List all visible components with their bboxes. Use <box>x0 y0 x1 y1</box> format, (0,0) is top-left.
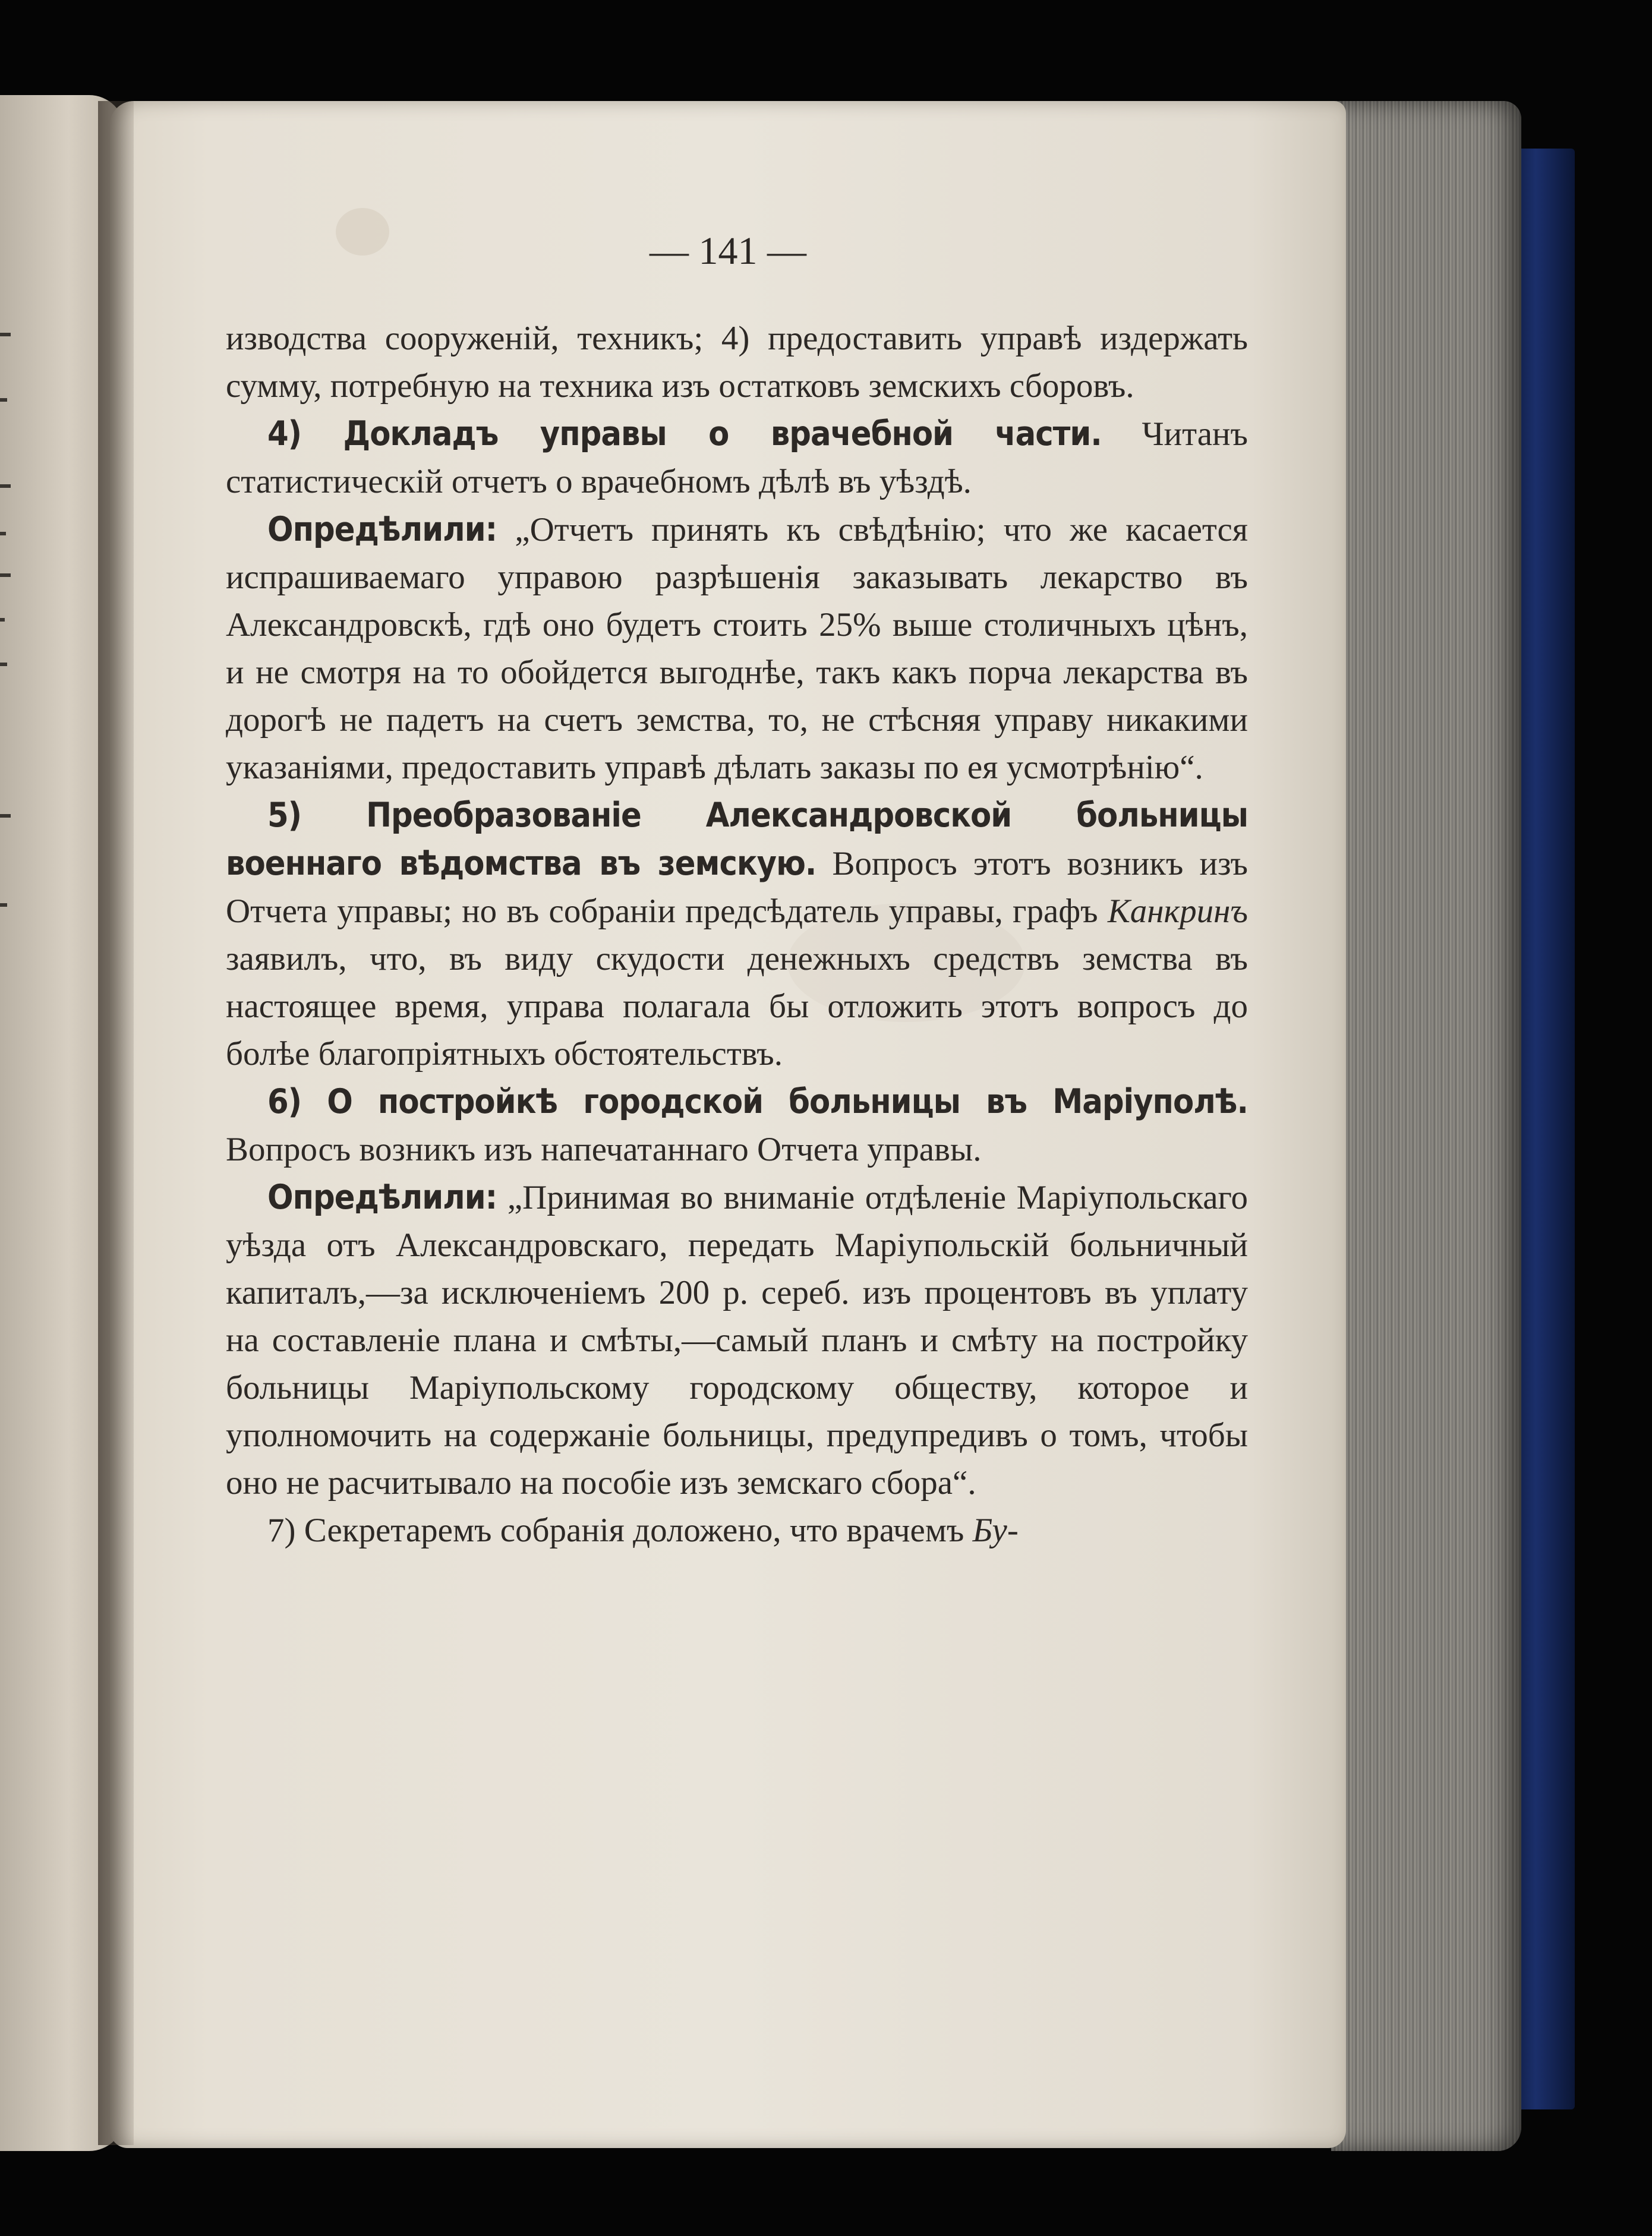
paragraph-item-7 <box>226 1507 1248 1554</box>
paragraph-text: „Отчетъ принять къ свѣдѣнію; что же касается испрашиваемаго управою разрѣшенія заказывать лекарство въ Александровскѣ, гдѣ оно будетъ стоить 25% выше столичныхъ цѣнъ, и не смотря на то обойдется выгоднѣе, такъ какъ порча лекарства въ дорогѣ не падетъ на счетъ земства, то, не стѣсняя управу никакими указаніями, предоставить управѣ дѣлать заказы по ея усмотрѣнію“. <box>226 511 1248 786</box>
paragraph-continuation: изводства сооруженій, техникъ; 4) предоставить управѣ издержать сумму, потребную на техника изъ остатковъ земскихъ сборовъ. <box>226 320 1248 405</box>
paragraph-text: Читанъ статистическій отчетъ о врачебномъ дѣлѣ въ уѣздѣ. <box>226 415 1248 500</box>
page-block-edge <box>1331 101 1521 2151</box>
page-number: — 141 — <box>650 229 806 273</box>
resolution-label: Опредѣлили: <box>267 1178 497 1217</box>
section-heading-4: 4) Докладъ управы о врачебной части. <box>267 414 1102 453</box>
resolution-label: Опредѣлили: <box>267 510 497 549</box>
paragraph-text: „Принимая во вниманіе отдѣленіе Маріупольскаго уѣзда отъ Александровскаго, передать Маріупольскій больничный капиталъ,—за исключеніемъ 200 р. сереб. изъ процентовъ въ уплату на составленіе плана и смѣты,—самый планъ и смѣту на постройку больницы Маріупольскому городскому обществу, которое и уполномочить на содержаніе больницы, предупредивъ о томъ, чтобы оно не расчитывало на пособіе изъ земскаго сбора“. <box>226 1179 1248 1502</box>
paragraph-item-6 <box>226 1078 1248 1174</box>
paragraph-text: 7) Секретаремъ собранія доложено, что врачемъ <box>267 1512 973 1549</box>
paragraph-resolution-1 <box>226 506 1248 791</box>
book-page <box>110 101 1346 2148</box>
paragraph-item-5 <box>226 791 1248 1078</box>
paragraph-text: заявилъ, что, въ виду скудости денежныхъ средствъ земства въ настоящее время, управа полагала бы отложить этотъ вопросъ до болѣе благопріятныхъ обстоятельствъ. <box>226 940 1248 1073</box>
person-name: Канкринъ <box>1107 892 1248 930</box>
section-heading-6: 6) О постройкѣ городской больницы въ Маріуполѣ. <box>267 1082 1248 1121</box>
paragraph-text: Вопросъ возникъ изъ напечатаннаго Отчета управы. <box>226 1131 982 1168</box>
paragraph-item-4 <box>226 410 1248 506</box>
paragraph-text: Вопросъ этотъ возникъ изъ Отчета управы; но въ собраніи предсѣдатель управы, графъ <box>226 845 1248 930</box>
page-body <box>226 315 1248 1554</box>
person-name: Бу- <box>972 1512 1019 1549</box>
section-heading-5: 5) Преобразованіе Александровской больницы военнаго вѣдомства въ земскую. <box>226 796 1248 883</box>
paragraph-resolution-2 <box>226 1174 1248 1507</box>
book-gutter <box>98 101 134 2145</box>
